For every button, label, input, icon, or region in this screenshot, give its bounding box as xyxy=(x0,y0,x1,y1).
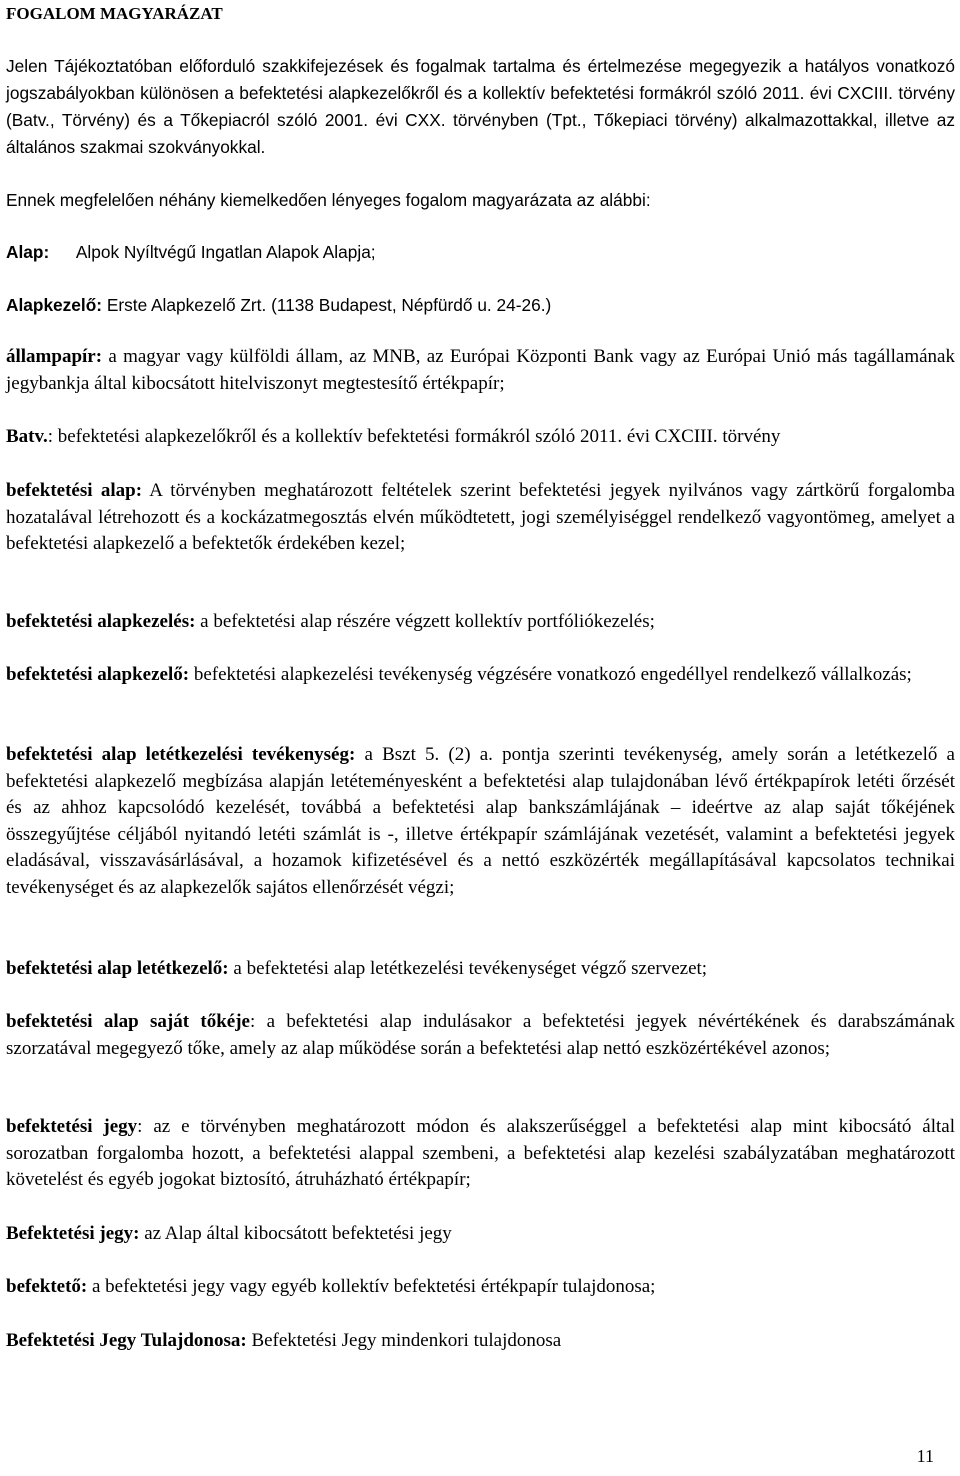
definition-text: A törvényben meghatározott feltételek szerint befektetési jegyek nyilvános vagy zártkörű forgalomba hozatalával létrehozott és a kockázatmegosztás elvén működtetett, jogi személyiséggel rendelkező vagyontömeg, amelyet a befektetési alapkezelő a befektetők érdekében kezel; xyxy=(6,480,955,554)
definition-text: a befektetési alap részére végzett kollektív portfóliókezelés; xyxy=(195,611,655,632)
definition-term: Batv. xyxy=(6,426,48,447)
page-title: FOGALOM MAGYARÁZAT xyxy=(6,4,223,23)
definition-term: állampapír: xyxy=(6,346,103,367)
definition-befekteto xyxy=(6,1274,955,1301)
definition-text: Befektetési Jegy mindenkori tulajdonosa xyxy=(246,1330,562,1351)
definition-term: befektető: xyxy=(6,1276,88,1297)
definition-alapkezelo-2 xyxy=(6,662,955,689)
definition-letetkezelo xyxy=(6,956,955,983)
definition-alapkezeles xyxy=(6,609,955,636)
definition-text: befektetési alapkezelési tevékenység végzésére vonatkozó engedéllyel rendelkező vállalkozás; xyxy=(189,664,912,685)
definition-befektetesi-alap xyxy=(6,478,955,558)
definition-text: : a befektetési alap indulásakor a befektetési jegyek névértékének és darabszámának szorzatával megegyező tőke, amely az alap működése során a befektetési alap nettó eszközértékével azonos; xyxy=(6,1011,955,1059)
definition-text: a befektetési jegy vagy egyéb kollektív befektetési értékpapír tulajdonosa; xyxy=(87,1276,656,1297)
definition-alap xyxy=(6,239,376,266)
definition-batv xyxy=(6,424,955,451)
definition-term: Befektetési jegy: xyxy=(6,1223,140,1244)
definition-term: Befektetési Jegy Tulajdonosa: xyxy=(6,1330,247,1351)
intro-paragraph: Jelen Tájékoztatóban előforduló szakkifejezések és fogalmak tartalma és értelmezése megegyezik a hatályos vonatkozó jogszabályokban különösen a befektetési alapkezelőkről és a kollektív befektetési formákról szóló 2011. évi CXCIII. törvény (Batv., Törvény) és a Tőkepiacról szóló 2001. évi CXX. törvényben (Tpt., Tőkepiaci törvény) alkalmazottakkal, illetve az általános szakmai szokványokkal. xyxy=(6,56,955,157)
definition-term: befektetési jegy xyxy=(6,1116,138,1137)
definition-text: Alpok Nyíltvégű Ingatlan Alapok Alapja; xyxy=(75,242,376,262)
definition-term: Alapkezelő: xyxy=(6,295,103,315)
page-number: 11 xyxy=(916,1446,934,1466)
definition-text: : az e törvényben meghatározott módon és alakszerűséggel a befektetési alap mint kibocsátó által sorozatban forgalomba hozott, a befektetési alappal szembeni, a befektetési alap kezelési szabályzatában meghatározott követelést és egyéb jogokat biztosító, átruházható értékpapír; xyxy=(6,1116,956,1190)
intro-subparagraph: Ennek megfelelően néhány kiemelkedően lényeges fogalom magyarázata az alábbi: xyxy=(6,190,651,210)
definition-befektetesi-jegy xyxy=(6,1114,955,1194)
definition-text: a Bszt 5. (2) a. pontja szerinti tevékenység, amely során a letétkezelő a befektetési alapkezelő megbízása alapján letéteményesként a befektetési alap tulajdonában lévő értékpapírok letéti őrzését és az ahhoz kapcsolódó kezelését, továbbá a befektetési alap bankszámlájának – ideértve az alap saját tőkéjének összegyűjtése céljából nyitandó letéti számlát is -, illetve értékpapír számlájának vezetését, valamint a befektetési jegyek eladásával, visszavásárlásával, a hozamok kifizetésével és a nettó eszközérték megállapításával kapcsolatos technikai tevékenységet és az alapkezelők sajátos ellenőrzését végzi; xyxy=(6,744,955,898)
definition-term: Alap: xyxy=(6,242,50,262)
definition-text: : befektetési alapkezelőkről és a kollektív befektetési formákról szóló 2011. évi CXCIII. törvény xyxy=(47,426,781,447)
definition-befektetesi-jegy-alap xyxy=(6,1221,955,1248)
definition-jegy-tulajdonosa xyxy=(6,1328,955,1355)
definition-term: befektetési alap: xyxy=(6,480,143,501)
definition-text: a magyar vagy külföldi állam, az MNB, az Európai Központi Bank vagy az Európai Unió más tagállamának jegybankja által kibocsátott hitelviszonyt megtestesítő értékpapír; xyxy=(6,346,955,394)
definition-letetkezelesi-tevekenyseg xyxy=(6,742,955,901)
definition-text: az Alap által kibocsátott befektetési jegy xyxy=(139,1223,452,1244)
definition-sajat-toke xyxy=(6,1009,955,1062)
definition-term: befektetési alap saját tőkéje xyxy=(6,1011,250,1032)
definition-term: befektetési alap letétkezelési tevékenység: xyxy=(6,744,356,765)
definition-text: a befektetési alap letétkezelési tevékenységet végző szervezet; xyxy=(228,958,708,979)
definition-term: befektetési alapkezelő: xyxy=(6,664,190,685)
definition-allampapir xyxy=(6,344,955,397)
definition-term: befektetési alapkezelés: xyxy=(6,611,196,632)
definition-term: befektetési alap letétkezelő: xyxy=(6,958,229,979)
definition-alapkezelo xyxy=(6,292,551,319)
definition-text: Erste Alapkezelő Zrt. (1138 Budapest, Népfürdő u. 24-26.) xyxy=(102,295,552,315)
